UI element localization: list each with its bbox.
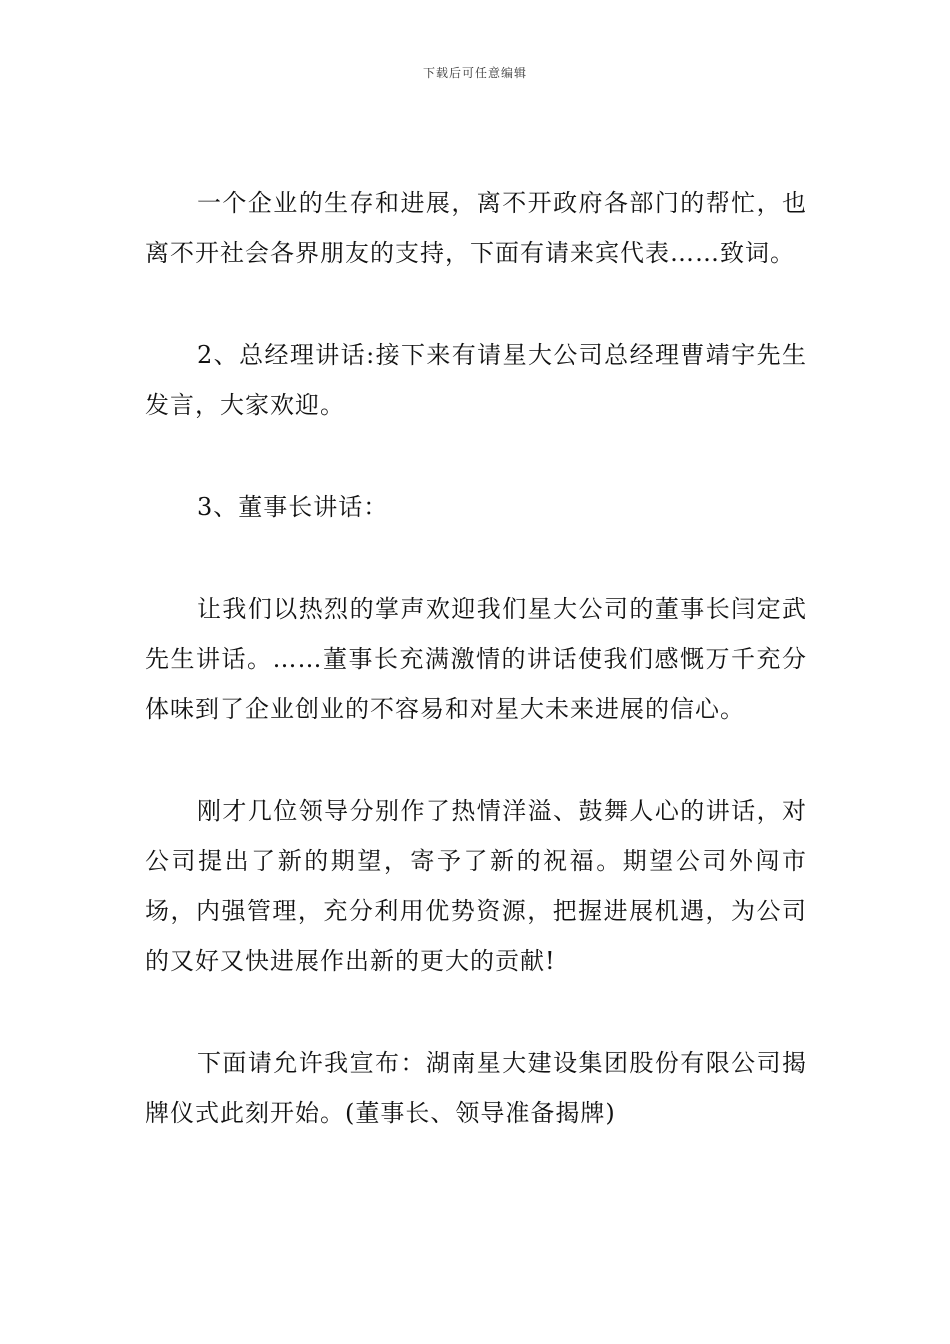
paragraph-general-manager-speech: 2、总经理讲话:接下来有请星大公司总经理曹靖宇先生发言，大家欢迎。 (145, 341, 807, 419)
paragraph-support-thanks: 一个企业的生存和进展，离不开政府各部门的帮忙，也离不开社会各界朋友的支持，下面有请来宾代表……致词。 (145, 189, 807, 267)
paragraph-chairman-speech: 让我们以热烈的掌声欢迎我们星大公司的董事长闫定武先生讲话。……董事长充满激情的讲话使我们感慨万千充分体味到了企业创业的不容易和对星大未来进展的信心。 (145, 595, 807, 723)
paragraph-chairman-speech-heading: 3、董事长讲话： (197, 493, 389, 521)
document-body (145, 178, 807, 1190)
paragraph-unveiling-announcement: 下面请允许我宣布：湖南星大建设集团股份有限公司揭牌仪式此刻开始。(董事长、领导准备揭牌) (145, 1049, 807, 1127)
paragraph-leaders-summary: 刚才几位领导分别作了热情洋溢、鼓舞人心的讲话，对公司提出了新的期望，寄予了新的祝福。期望公司外闯市场，内强管理，充分利用优势资源，把握进展机遇，为公司的又好又快进展作出新的更大的贡献! (145, 797, 807, 975)
header-note: 下载后可任意编辑 (422, 66, 527, 80)
